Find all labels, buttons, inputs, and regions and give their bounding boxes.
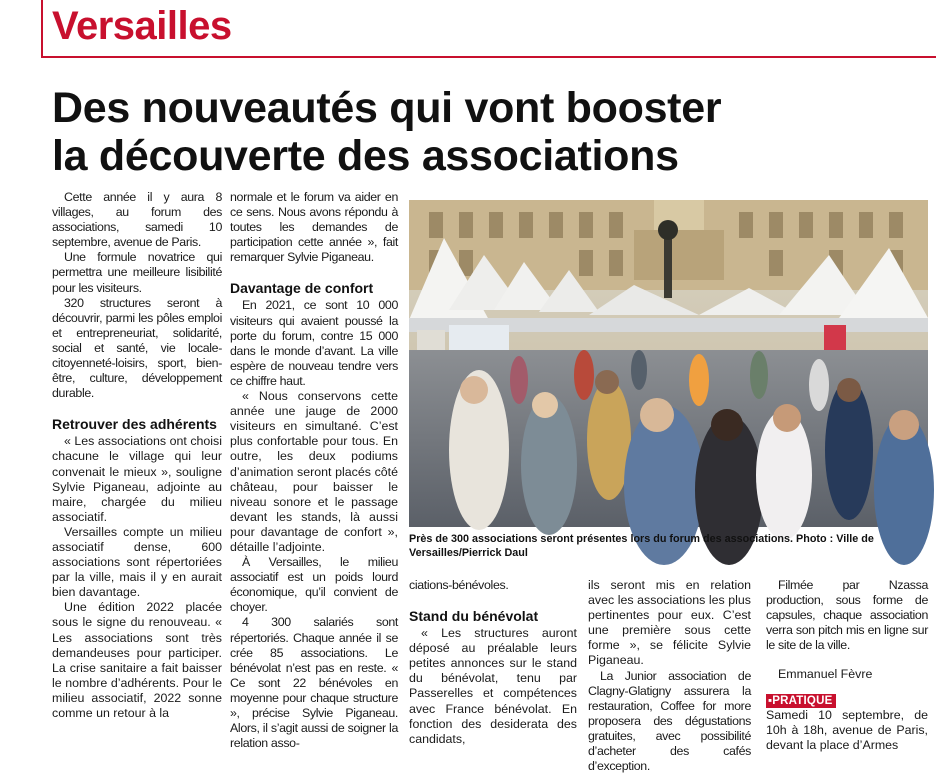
- section-rule: [41, 56, 936, 58]
- article-column-4: [588, 578, 751, 774]
- paragraph: Cette année il y aura 8 villages, au forum des associations, samedi 10 septembre, avenue de Paris.: [52, 190, 222, 250]
- paragraph: 320 structures seront à découvrir, parmi les pôles emploi et entrepreneuriat, solidarité, social et santé, vie locale-citoyenneté-loisirs, sport, bien-être, culture, développement durable.: [52, 295, 222, 401]
- paragraph: Une édition 2022 placée sous le signe du renouveau. « Les associations sont très demandeuses pour participer. La crise sanitaire a fait baisser le nombre d’adhérents. Pour le milieu associatif, 2022 sonne comme un retour à la: [52, 600, 222, 720]
- subheading-stand: Stand du bénévolat: [409, 608, 539, 625]
- subheading-confort: Davantage de confort: [230, 280, 374, 297]
- headline-line-2: la découverte des associations: [52, 132, 679, 180]
- paragraph: À Versailles, le milieu associatif est un poids lourd économique, qu’il convient de choyer.: [230, 555, 398, 615]
- subheading-retrouver: Retrouver des adhérents: [52, 416, 217, 433]
- article-column-3: [409, 578, 577, 747]
- author-signature: Emmanuel Fèvre: [778, 667, 873, 682]
- pratique-text: Samedi 10 septembre, de 10h à 18h, avenue de Paris, devant la place d’Armes: [766, 707, 928, 752]
- paragraph: 4 300 salariés sont répertoriés. Chaque année il se crée 85 associations. Le bénévolat n’est pas en reste. « Ce sont 22 bénévoles en moyenne pour chaque structure », précise Sylvie Piganeau. Alors, il s’agit aussi de soigner la relation asso-: [230, 615, 398, 751]
- paragraph: Filmée par Nzassa production, sous forme de capsules, chaque association verra son pitch mis en ligne sur le site de la ville.: [766, 578, 928, 653]
- section-title: Versailles: [52, 4, 232, 48]
- crowd-photo-illustration: [409, 200, 928, 527]
- paragraph: « Les associations ont choisi chacune le village qui leur convenait le mieux », souligne Sylvie Piganeau, adjointe au maire, chargée du milieu associatif.: [52, 434, 222, 524]
- paragraph: normale et le forum va aider en ce sens. Nous avons répondu à toutes les demandes de participation cette année », fait remarquer Sylvie Piganeau.: [230, 190, 398, 265]
- paragraph: ils seront mis en relation avec les associations les plus pertinentes pour eux. C’est une première sous cette forme », se félicite Sylvie Piganeau.: [588, 578, 751, 668]
- forum-photo: [409, 200, 928, 527]
- paragraph: « Les structures auront déposé au préalable leurs petites annonces sur le stand du bénévolat, tenu par Passerelles et compétences avec France bénévolat. En fonction des desiderata des candidats,: [409, 626, 577, 746]
- headline-line-1: Des nouveautés qui vont booster: [52, 84, 722, 132]
- article-column-1: [52, 190, 222, 721]
- pratique-box: [766, 693, 928, 753]
- paragraph: En 2021, ce sont 10 000 visiteurs qui avaient poussé la porte du forum, contre 15 000 dans le monde d’avant. La ville espère de nouveau tendre vers ce chiffre haut.: [230, 298, 398, 388]
- pratique-label: ▪PRATIQUE: [766, 694, 836, 708]
- paragraph: ciations-bénévoles.: [409, 578, 509, 592]
- photo-caption: Près de 300 associations seront présentes lors du forum des associations. Photo : Ville de Versailles/Pierrick Daul: [409, 533, 874, 559]
- paragraph: « Nous conservons cette année une jauge de 2000 visiteurs en simultané. C’est plus confortable pour tous. En outre, les deux podiums d’animation seront placés côté château, pour baisser le niveau sonore et le passage devant les stands, là aussi pour davantage de confort », détaille l’adjointe.: [230, 389, 398, 554]
- paragraph: Versailles compte un milieu associatif dense, 600 associations sont répertoriées par la ville, mais il y en aurait bien davantage.: [52, 524, 222, 600]
- paragraph: Une formule novatrice qui permettra une meilleure lisibilité pour les visiteurs.: [52, 250, 222, 295]
- headline: [52, 84, 932, 180]
- article-column-5: [766, 578, 928, 753]
- pratique-label-text: PRATIQUE: [772, 694, 833, 707]
- article-column-2: [230, 190, 398, 751]
- section-vertical-rule: [41, 0, 43, 58]
- paragraph: La Junior association de Clagny-Glatigny assurera la restauration, Coffee for more proposera des dégustations gratuites, avec possibilité d’acheter des cafés d’exception.: [588, 668, 751, 774]
